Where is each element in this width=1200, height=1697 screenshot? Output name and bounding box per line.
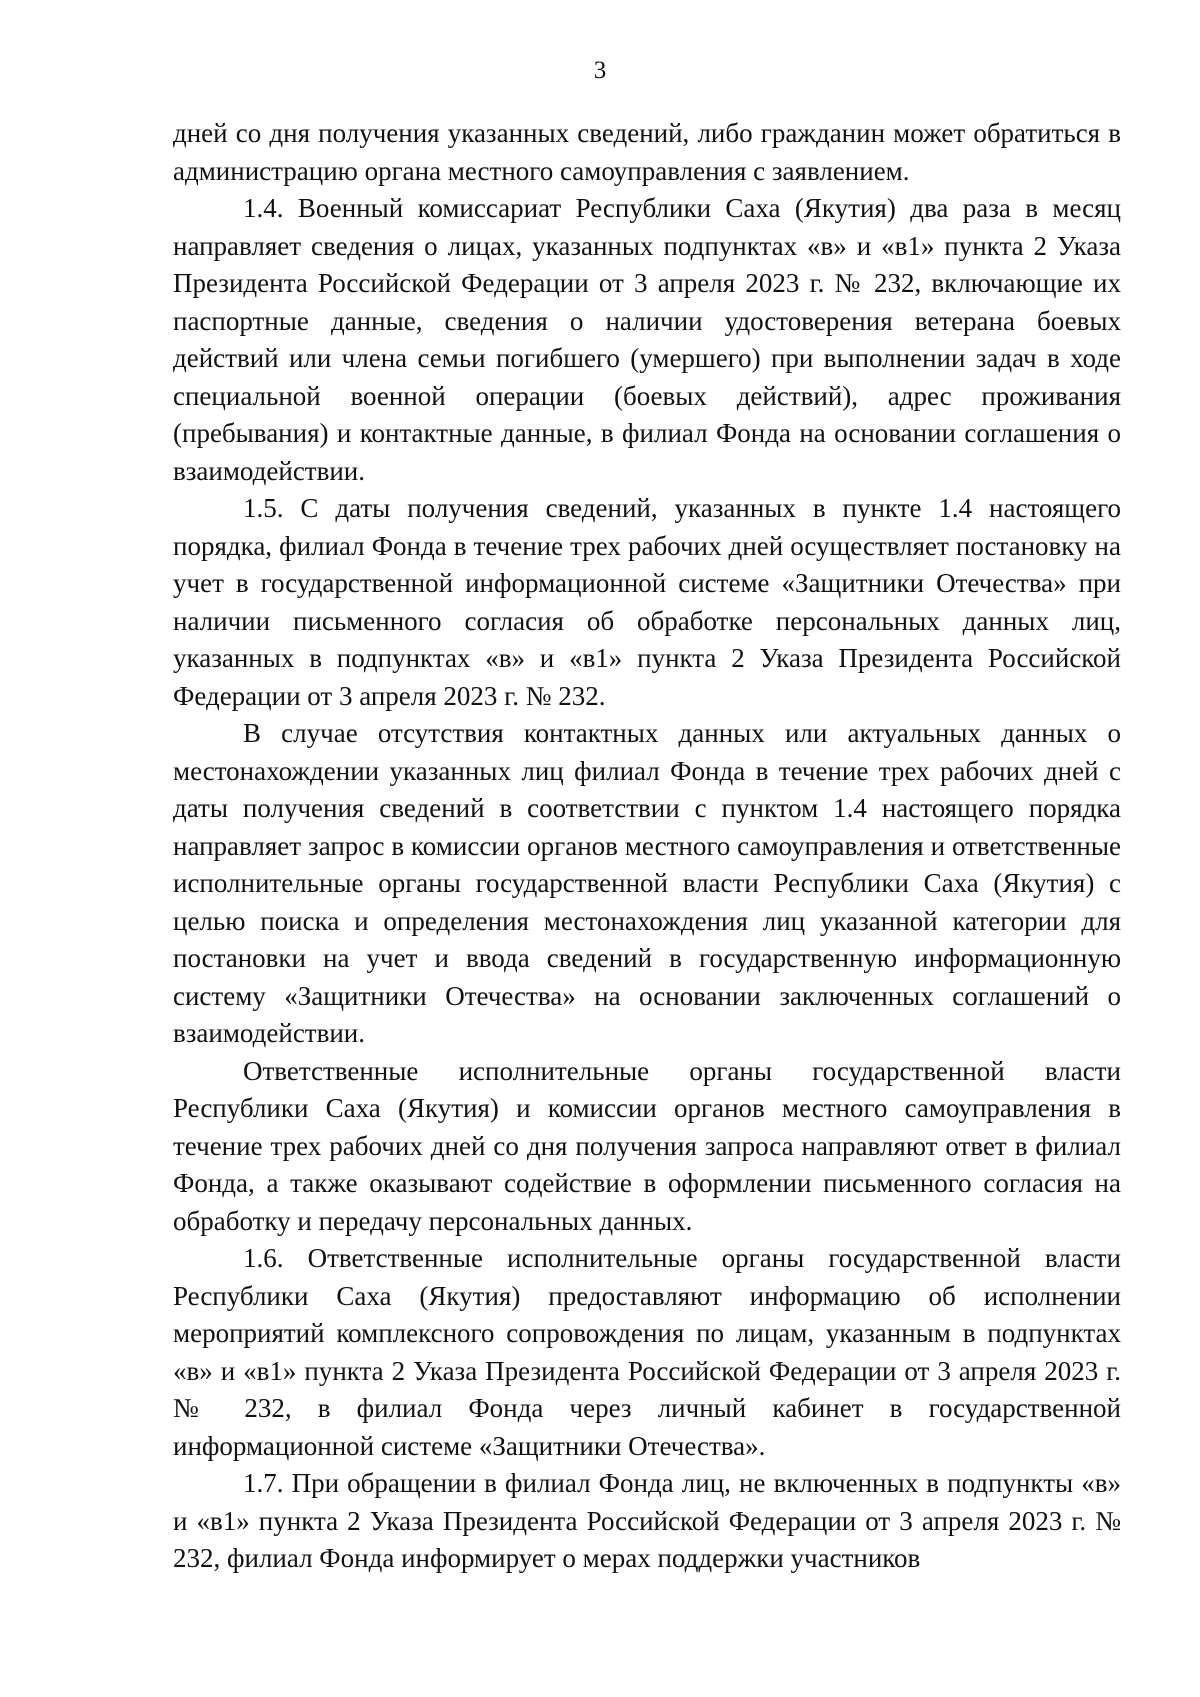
paragraph-continuation: дней со дня получения указанных сведений, либо гражданин может обратиться в администрацию органа местного самоуправления с заявлением. xyxy=(173,118,1121,186)
paragraph-response: Ответственные исполнительные органы государственной власти Республики Саха (Якутия) и комиссии органов местного самоуправления в течение трех рабочих дней со дня получения запроса направляют ответ в филиал Фонда, а также оказывают содействие в оформлении письменного согласия на обработку и передачу персональных данных. xyxy=(173,1055,1121,1236)
page-number: 3 xyxy=(593,57,607,84)
paragraph-1-5: 1.5. С даты получения сведений, указанных в пункте 1.4 настоящего порядка, филиал Фонда в течение трех рабочих дней осуществляет постановку на учет в государственной информационной системе «Защитники Отечества» при наличии письменного согласия об обработке персональных данных лиц, указанных в подпунктах «в» и «в1» пункта 2 Указа Президента Российской Федерации от 3 апреля 2023 г. № 232. xyxy=(173,493,1121,711)
paragraph-1-6: 1.6. Ответственные исполнительные органы государственной власти Республики Саха (Якутия) предоставляют информацию об исполнении мероприятий комплексного сопровождения по лицам, указанным в подпунктах «в» и «в1» пункта 2 Указа Президента Российской Федерации от 3 апреля 2023 г. № 232, в филиал Фонда через личный кабинет в государственной информационной системе «Защитники Отечества». xyxy=(173,1243,1121,1461)
paragraph-1-4: 1.4. Военный комиссариат Республики Саха (Якутия) два раза в месяц направляет сведения о лицах, указанных подпунктах «в» и «в1» пункта 2 Указа Президента Российской Федерации от 3 апреля 2023 г. № 232, включающие их паспортные данные, сведения о наличии удостоверения ветерана боевых действий или члена семьи погибшего (умершего) при выполнении задач в ходе специальной военной операции (боевых действий), адрес проживания (пребывания) и контактные данные, в филиал Фонда на основании соглашения о взаимодействии. xyxy=(173,193,1121,486)
paragraph-1-7: 1.7. При обращении в филиал Фонда лиц, не включенных в подпункты «в» и «в1» пункта 2 Указа Президента Российской Федерации от 3 апреля 2023 г. № 232, филиал Фонда информирует о мерах поддержки участников xyxy=(173,1468,1121,1573)
paragraph-missing-contacts: В случае отсутствия контактных данных или актуальных данных о местонахождении указанных лиц филиал Фонда в течение трех рабочих дней с даты получения сведений в соответствии с пунктом 1.4 настоящего порядка направляет запрос в комиссии органов местного самоуправления и ответственные исполнительные органы государственной власти Республики Саха (Якутия) с целью поиска и определения местонахождения лиц указанной категории для постановки на учет и ввода сведений в государственную информационную систему «Защитники Отечества» на основании заключенных соглашений о взаимодействии. xyxy=(173,718,1121,1048)
document-body xyxy=(173,115,1121,1578)
